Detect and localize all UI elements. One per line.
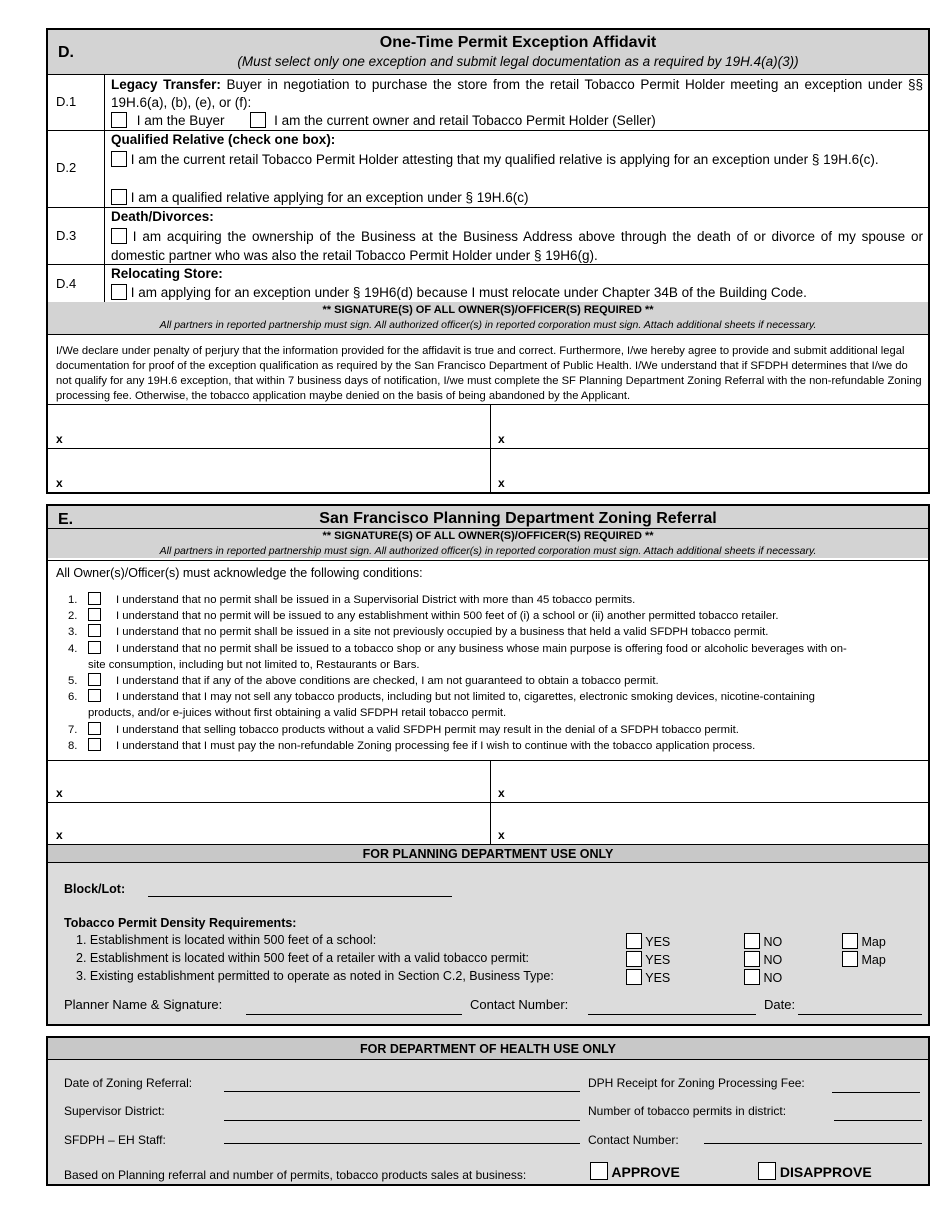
section-e [46, 504, 930, 1026]
row-id-d4: D.4 [56, 276, 77, 291]
date-referral-input[interactable] [224, 1091, 580, 1092]
section-d [46, 28, 930, 494]
req2-no-checkbox[interactable] [744, 951, 760, 967]
section-e-sig-note: All partners in reported partnership must sign. All authorized officer(s) in reported corporation must sign. Attach additional sheets if necessary. [159, 545, 817, 557]
signature-field-d4[interactable] [510, 452, 924, 490]
condition-4-checkbox[interactable] [88, 641, 101, 654]
d4-label: Relocating Store: [111, 266, 223, 281]
planning-header: FOR PLANNING DEPARTMENT USE ONLY [48, 845, 928, 863]
d3-option [111, 227, 923, 265]
condition-item: 6. I understand that I may not sell any tobacco products, including but not limited to, cigarettes, electronic smoking devices, nicotine-containing [68, 691, 815, 704]
health-header: FOR DEPARTMENT OF HEALTH USE ONLY [48, 1038, 928, 1060]
d2-relative-checkbox[interactable] [111, 189, 127, 205]
req1-no-checkbox[interactable] [744, 933, 760, 949]
d1-seller-checkbox[interactable] [250, 112, 266, 128]
section-d-letter: D. [58, 44, 74, 61]
conditions-list [56, 592, 926, 754]
d1-label: Legacy Transfer: [111, 77, 221, 92]
section-e-letter: E. [58, 511, 74, 528]
d2-option1 [111, 150, 923, 169]
condition-item: 1. I understand that no permit shall be issued in a Supervisorial District with more than 45 tobacco permits. [68, 594, 636, 606]
disapprove-label: DISAPPROVE [779, 1164, 872, 1180]
condition-item: 4. I understand that no permit shall be issued to a tobacco shop or any business whose main purpose is offering food or alcoholic beverages with on- [68, 642, 847, 655]
req2-yes: YES [626, 951, 670, 967]
d4-option-label: I am applying for an exception under § 19H6(d) because I must relocate under Chapter 34B of the Building Code. [130, 285, 807, 300]
approve-option [590, 1162, 680, 1180]
req2-no: NO [744, 951, 782, 967]
condition-5-checkbox[interactable] [88, 673, 101, 686]
block-lot-input[interactable] [148, 896, 452, 897]
requirement-row: 2. Establishment is located within 500 feet of a retailer with a valid tobacco permit: [76, 951, 530, 965]
num-permits-input[interactable] [834, 1120, 922, 1121]
requirement-row: 1. Establishment is located within 500 feet of a school: [76, 933, 377, 947]
section-d-sig-required: ** SIGNATURE(S) OF ALL OWNER(S)/OFFICER(S) REQUIRED ** [322, 304, 654, 316]
d3-label: Death/Divorces: [111, 209, 214, 224]
approve-checkbox[interactable] [590, 1162, 608, 1180]
row-id-d1: D.1 [56, 94, 77, 109]
ack-text: All Owner(s)/Officer(s) must acknowledge the following conditions: [56, 566, 423, 580]
section-d-title: One-Time Permit Exception Affidavit [379, 34, 657, 51]
sig-mark-d3: x [56, 476, 63, 490]
planner-label: Planner Name & Signature: [64, 997, 223, 1012]
signature-field-e2[interactable] [510, 764, 924, 800]
d1-buyer-label: I am the Buyer [136, 113, 225, 128]
approve-label: APPROVE [611, 1164, 680, 1180]
disapprove-checkbox[interactable] [758, 1162, 776, 1180]
receipt-input[interactable] [832, 1092, 920, 1093]
condition-item-cont: site consumption, including but not limited to, Restaurants or Bars. [88, 658, 420, 671]
d3-checkbox[interactable] [111, 228, 127, 244]
d1-desc: Buyer in negotiation to purchase the store from the retail Tobacco Permit Holder meeting an exception under §§ 19H.6(a), (b), (e), or (f): [111, 77, 924, 110]
declaration-text: I/We declare under penalty of perjury that the information provided for the affidavit is true and correct. Furthermore, I/we hereby agree to provide and submit additional legal documentation for proof of the exception qualification as required by the San Francisco Department of Public Health. I/We understand that if SFDPH determines that I/we do not qualify for any 19H.6 exception, that within 7 business days of notification, I/we must complete the SF Planning Department Zoning Referral with the non-refundable Zoning processing fee. Otherwise, the tobacco application maybe denied on the basis of being abandoned by the Applicant. [56, 345, 922, 402]
supervisor-label: Supervisor District: [64, 1104, 165, 1118]
sig-mark-e4: x [498, 828, 505, 842]
condition-1-checkbox[interactable] [88, 592, 101, 605]
d2-label: Qualified Relative (check one box): [111, 132, 336, 147]
req1-no: NO [744, 933, 782, 949]
req1-map: Map [842, 933, 886, 949]
section-e-sig-required: ** SIGNATURE(S) OF ALL OWNER(S)/OFFICER(S) REQUIRED ** [322, 530, 654, 542]
planner-input[interactable] [246, 1014, 462, 1015]
req3-no: NO [744, 969, 782, 985]
sig-mark-d1: x [56, 432, 63, 446]
signature-field-e1[interactable] [68, 764, 486, 800]
condition-item: 5. I understand that if any of the above conditions are checked, I am not guaranteed to obtain a tobacco permit. [68, 675, 659, 688]
d2-holder-label: I am the current retail Tobacco Permit Holder attesting that my qualified relative is applying for an exception under § 19H.6(c). [130, 152, 879, 167]
num-permits-label: Number of tobacco permits in district: [588, 1104, 787, 1118]
block-lot-label: Block/Lot: [64, 882, 126, 896]
req2-map-checkbox[interactable] [842, 951, 858, 967]
condition-item: 2. I understand that no permit will be issued to any establishment within 500 feet of (i) a school or (ii) another permitted tobacco retailer. [68, 610, 779, 623]
signature-field-e4[interactable] [510, 806, 924, 842]
based-on-text: Based on Planning referral and number of permits, tobacco products sales at business: [64, 1168, 527, 1182]
condition-8-checkbox[interactable] [88, 738, 101, 751]
sig-mark-e2: x [498, 786, 505, 800]
sig-mark-d2: x [498, 432, 505, 446]
d1-buyer-checkbox[interactable] [111, 112, 127, 128]
condition-item: 3. I understand that no permit shall be issued in a site not previously occupied by a business that held a valid SFDPH tobacco permit. [68, 626, 769, 639]
signature-field-e3[interactable] [68, 806, 486, 842]
row-id-d2: D.2 [56, 160, 77, 175]
planning-date-label: Date: [764, 997, 796, 1012]
requirement-row: 3. Existing establishment permitted to operate as noted in Section C.2, Business Type: [76, 969, 554, 983]
health-section [46, 1036, 930, 1186]
supervisor-input[interactable] [224, 1120, 580, 1121]
condition-item-cont: products, and/or e-juices without first obtaining a valid SFDPH retail tobacco permit. [88, 707, 507, 720]
req1-yes-checkbox[interactable] [626, 933, 642, 949]
req1-yes: YES [626, 933, 670, 949]
d4-option [111, 284, 807, 300]
sig-mark-e3: x [56, 828, 63, 842]
condition-7-checkbox[interactable] [88, 722, 101, 735]
sig-mark-e1: x [56, 786, 63, 800]
d1-options [111, 112, 656, 128]
disapprove-option [758, 1162, 872, 1180]
condition-6-checkbox[interactable] [88, 689, 101, 702]
req3-no-checkbox[interactable] [744, 969, 760, 985]
d1-seller-label: I am the current owner and retail Tobacco Permit Holder (Seller) [274, 113, 656, 128]
section-e-title: San Francisco Planning Department Zoning Referral [319, 510, 717, 527]
req2-yes-checkbox[interactable] [626, 951, 642, 967]
req1-map-checkbox[interactable] [842, 933, 858, 949]
condition-item: 7. I understand that selling tobacco products without a valid SFDPH permit may result in the denial of a SFDPH tobacco permit. [68, 723, 739, 736]
row-id-d3: D.3 [56, 228, 77, 243]
signature-field-d3[interactable] [68, 452, 486, 490]
date-referral-label: Date of Zoning Referral: [64, 1076, 193, 1090]
condition-2-checkbox[interactable] [88, 608, 101, 621]
planning-contact-label: Contact Number: [470, 997, 569, 1012]
d4-checkbox[interactable] [111, 284, 127, 300]
d2-relative-label: I am a qualified relative applying for an exception under § 19H.6(c) [130, 190, 529, 205]
staff-label: SFDPH – EH Staff: [64, 1133, 166, 1147]
sig-mark-d4: x [498, 476, 505, 490]
signature-field-d2[interactable] [510, 408, 924, 446]
planning-date-input[interactable] [798, 1014, 922, 1015]
section-d-sig-note: All partners in reported partnership must sign. All authorized officer(s) in reported corporation must sign. Attach additional sheets if necessary. [159, 319, 817, 331]
d2-option2 [111, 189, 529, 205]
req3-yes-checkbox[interactable] [626, 969, 642, 985]
health-contact-input[interactable] [704, 1143, 922, 1144]
condition-item: 8. I understand that I must pay the non-refundable Zoning processing fee if I wish to continue with the tobacco application process. [68, 739, 756, 752]
condition-3-checkbox[interactable] [88, 624, 101, 637]
req3-yes: YES [626, 969, 670, 985]
staff-input[interactable] [224, 1143, 580, 1144]
receipt-label: DPH Receipt for Zoning Processing Fee: [588, 1076, 805, 1090]
d1-text [111, 76, 923, 112]
d3-option-label: I am acquiring the ownership of the Business at the Business Address above through the death of or divorce of my spouse or domestic partner who was also the retail Tobacco Permit Holder under § 19H6(g). [111, 229, 923, 263]
signature-field-d1[interactable] [68, 408, 486, 446]
health-contact-label: Contact Number: [588, 1133, 679, 1147]
req2-map: Map [842, 951, 886, 967]
section-d-subtitle: (Must select only one exception and submit legal documentation as a required by 19H.4(a)(3)) [237, 54, 799, 69]
density-title: Tobacco Permit Density Requirements: [64, 916, 297, 930]
planning-contact-input[interactable] [588, 1014, 756, 1015]
d2-holder-checkbox[interactable] [111, 151, 127, 167]
